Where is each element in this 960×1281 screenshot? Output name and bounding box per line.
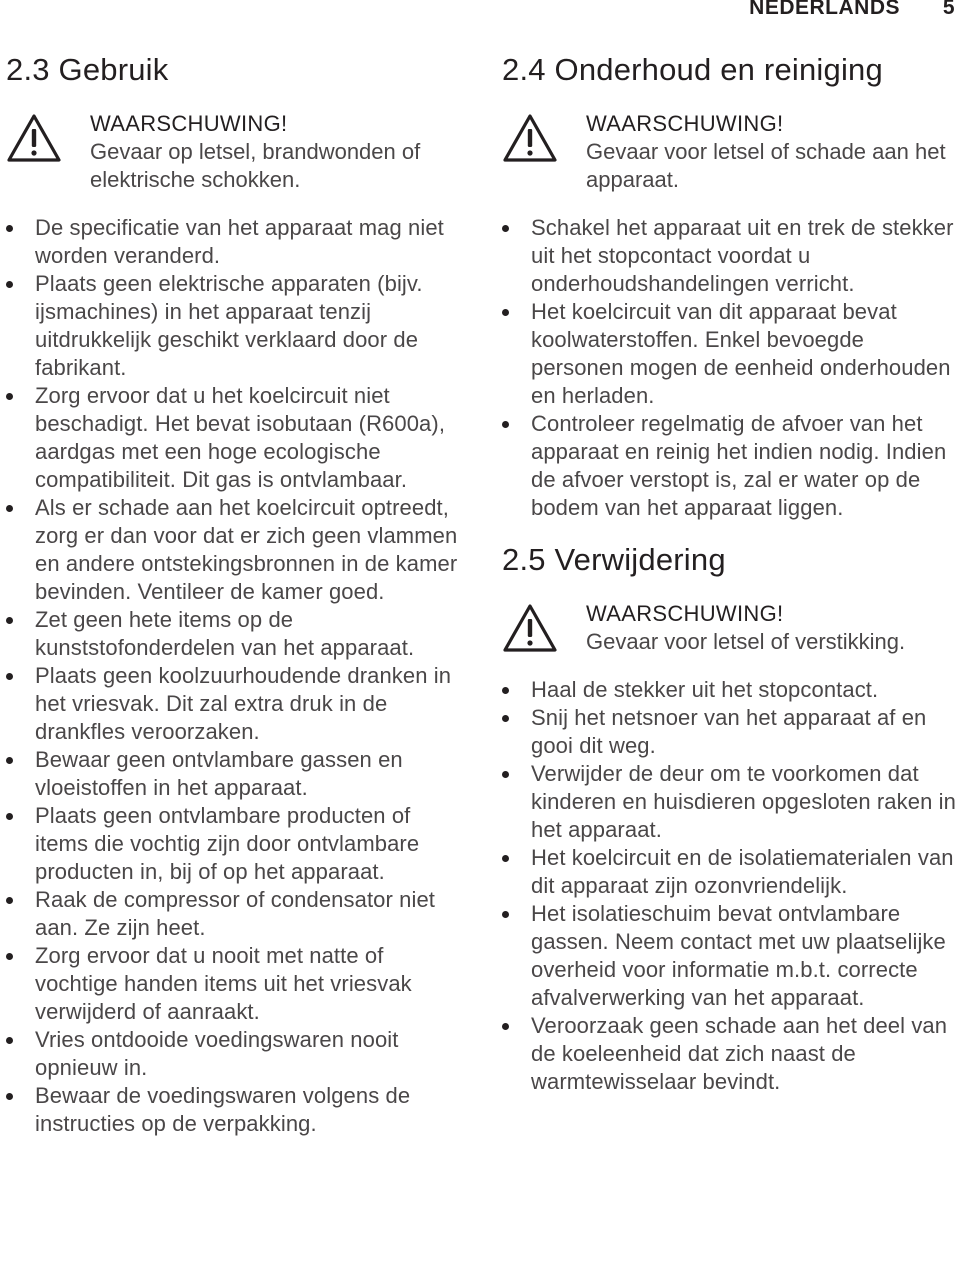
left-column [6,50,458,1138]
section-onderhoud [502,50,957,522]
section-heading-onderhoud: 2.4 Onderhoud en reiniging [502,52,883,87]
list-item: Zet geen hete items op de kunststofonderdelen van het apparaat. [6,606,458,662]
warning-box [502,110,957,194]
list-item: Als er schade aan het koelcircuit optreedt, zorg er dan voor dat er zich geen vlammen en andere ontstekingsbronnen in de kamer bevinden. Ventileer de kamer goed. [6,494,458,606]
warning-triangle-icon [502,602,558,654]
list-item: Plaats geen ontvlambare producten of items die vochtig zijn door ontvlambare producten in, bij of op het apparaat. [6,802,458,886]
warning-title: WAARSCHUWING! [586,601,784,626]
warning-box [502,600,957,656]
list-item: Het koelcircuit en de isolatiematerialen van dit apparaat zijn ozonvriendelijk. [502,844,957,900]
list-item: Veroorzaak geen schade aan het deel van de koeleenheid dat zich naast de warmtewisselaar bevindt. [502,1012,957,1096]
warning-text: Gevaar op letsel, brandwonden of elektrische schokken. [90,139,421,192]
warning-text: Gevaar voor letsel of verstikking. [586,629,906,654]
warning-triangle-icon [502,112,558,164]
list-item: Haal de stekker uit het stopcontact. [502,676,957,704]
list-item: Zorg ervoor dat u het koelcircuit niet beschadigt. Het bevat isobutaan (R600a), aardgas met een hoge ecologische compatibiliteit. Dit gas is ontvlambaar. [6,382,458,494]
warning-triangle-icon [6,112,62,164]
list-item: Verwijder de deur om te voorkomen dat kinderen en huisdieren opgesloten raken in het apparaat. [502,760,957,844]
section-heading-verwijdering: 2.5 Verwijdering [502,542,726,577]
list-item: Zorg ervoor dat u nooit met natte of vochtige handen items uit het vriesvak verwijderd of aanraakt. [6,942,458,1026]
list-item: Snij het netsnoer van het apparaat af en gooi dit weg. [502,704,957,760]
list-item: Schakel het apparaat uit en trek de stekker uit het stopcontact voordat u onderhoudshandelingen verricht. [502,214,957,298]
section-verwijdering [502,540,957,1096]
list-item: Controleer regelmatig de afvoer van het apparaat en reinig het indien nodig. Indien de afvoer verstopt is, zal er water op de bodem van het apparaat liggen. [502,410,957,522]
warning-box [6,110,458,194]
list-item: Raak de compressor of condensator niet aan. Ze zijn heet. [6,886,458,942]
list-item: Bewaar geen ontvlambare gassen en vloeistoffen in het apparaat. [6,746,458,802]
list-item: Vries ontdooide voedingswaren nooit opnieuw in. [6,1026,458,1082]
list-item: Het koelcircuit van dit apparaat bevat koolwaterstoffen. Enkel bevoegde personen mogen de eenheid onderhouden en herladen. [502,298,957,410]
list-item: De specificatie van het apparaat mag niet worden veranderd. [6,214,458,270]
bullet-list [502,214,957,522]
bullet-list [6,214,458,1138]
right-column [502,50,957,1096]
warning-title: WAARSCHUWING! [586,111,784,136]
bullet-list [502,676,957,1096]
warning-title: WAARSCHUWING! [90,111,288,136]
section-heading-gebruik: 2.3 Gebruik [6,52,169,87]
header-language: NEDERLANDS [749,0,900,19]
list-item: Plaats geen elektrische apparaten (bijv. ijsmachines) in het apparaat tenzij uitdrukkelijk geschikt verklaard door de fabrikant. [6,270,458,382]
list-item: Het isolatieschuim bevat ontvlambare gassen. Neem contact met uw plaatselijke overheid voor informatie m.b.t. correcte afvalverwerking van het apparaat. [502,900,957,1012]
list-item: Bewaar de voedingswaren volgens de instructies op de verpakking. [6,1082,458,1138]
warning-text: Gevaar voor letsel of schade aan het apparaat. [586,139,946,192]
list-item: Plaats geen koolzuurhoudende dranken in het vriesvak. Dit zal extra druk in de drankfles veroorzaken. [6,662,458,746]
page-number: 5 [942,0,955,19]
